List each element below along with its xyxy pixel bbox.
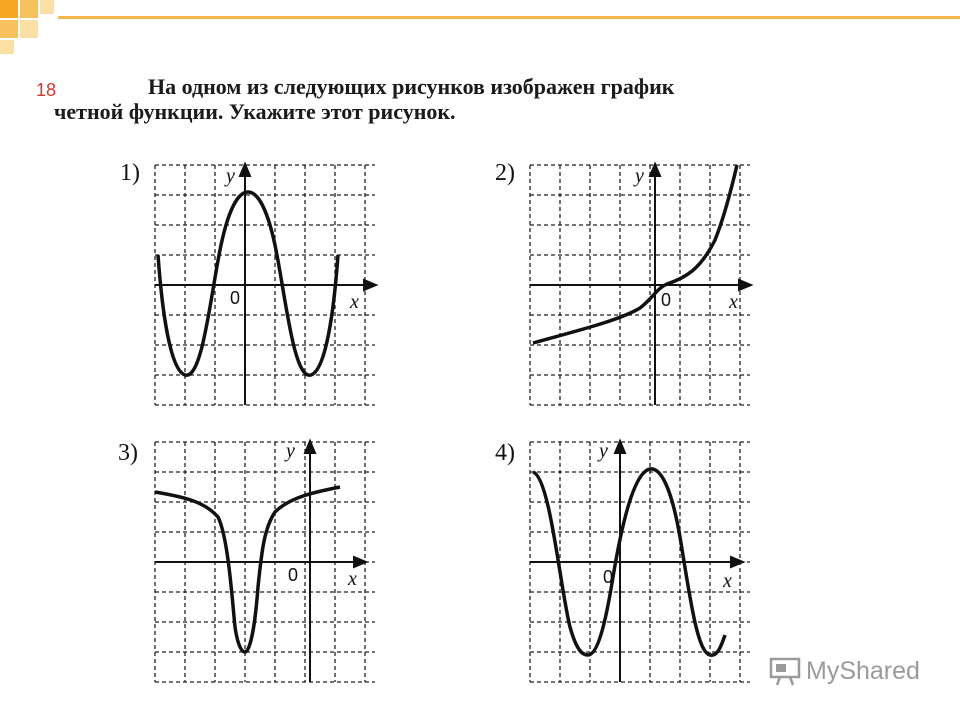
presentation-board-icon <box>768 656 802 686</box>
corner-square <box>0 20 18 38</box>
panel-label-1: 1) <box>120 160 140 186</box>
y-axis-label: y <box>226 165 235 187</box>
graph-3 <box>150 437 380 687</box>
y-axis-label: y <box>635 165 644 187</box>
origin-label: 0 <box>603 567 614 587</box>
watermark-text: MyShared <box>806 656 920 685</box>
panel-label-3: 3) <box>118 440 138 466</box>
corner-decoration <box>0 0 60 60</box>
corner-square <box>20 20 38 38</box>
y-axis-label: y <box>286 440 295 462</box>
graph-2 <box>525 160 755 410</box>
origin-label: 0 <box>230 288 241 308</box>
axes <box>155 164 376 405</box>
corner-square <box>20 0 38 18</box>
corner-square <box>0 40 14 54</box>
axes <box>530 164 751 405</box>
x-axis-label: x <box>350 291 359 313</box>
y-axis-label: y <box>599 440 608 462</box>
x-axis-label: x <box>348 568 357 590</box>
panel-label-2: 2) <box>495 160 515 186</box>
question-line-1: На одном из следующих рисунков изображен график <box>148 74 675 99</box>
x-axis-label: x <box>723 570 732 592</box>
origin-label: 0 <box>661 290 672 310</box>
watermark <box>768 656 920 686</box>
top-rule <box>58 16 960 19</box>
question-line-2: четной функции. Укажите этот рисунок. <box>54 99 456 125</box>
origin-label: 0 <box>288 565 299 585</box>
panel-label-4: 4) <box>495 440 515 466</box>
question-text <box>54 74 854 125</box>
function-curve <box>533 165 737 343</box>
slide-number: 18 <box>36 80 57 100</box>
function-curve <box>155 487 340 652</box>
graph-1 <box>150 160 380 410</box>
axes <box>530 441 743 682</box>
corner-square <box>40 0 54 14</box>
x-axis-label: x <box>729 291 738 313</box>
corner-square <box>0 0 18 18</box>
graph-4 <box>525 437 755 687</box>
